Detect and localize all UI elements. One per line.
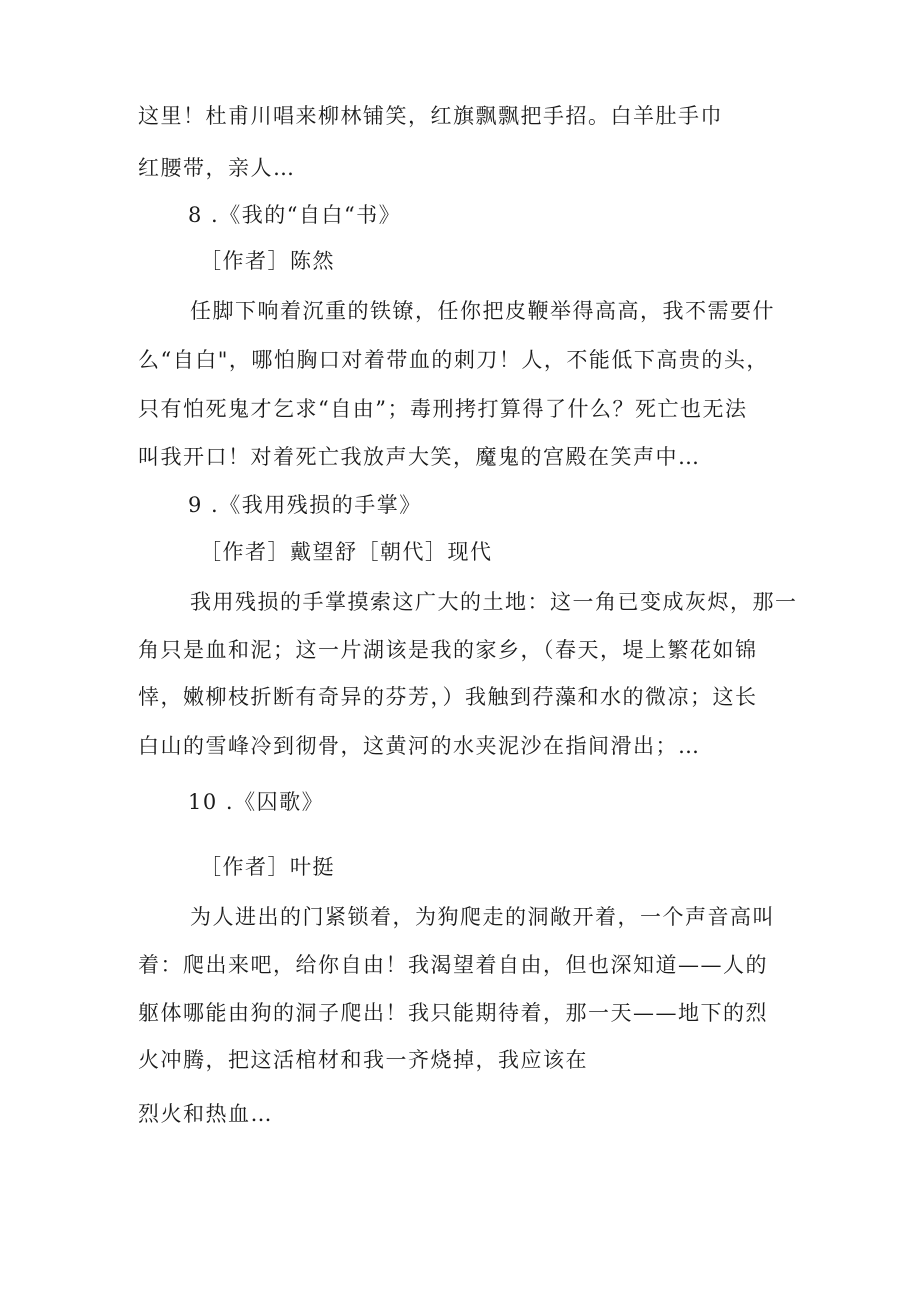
poem-9-text-line-2: 角只是血和泥；这一片湖该是我的家乡，（春天，堤上繁花如锦 xyxy=(138,638,758,662)
poem-8-title: 8 .《我的“自白“书》 xyxy=(188,203,402,227)
poem-10-text-line-4: 火冲腾，把这活棺材和我一齐烧掉，我应该在 xyxy=(138,1048,588,1072)
poem-8-text-line-3: 只有怕死鬼才乞求“自由”；毒刑拷打算得了什么？死亡也无法 xyxy=(138,397,748,421)
poem-8-text-line-1: 任脚下响着沉重的铁镣，任你把皮鞭举得高高，我不需要什 xyxy=(190,299,775,323)
poem-10-text-line-1: 为人进出的门紧锁着，为狗爬走的洞敞开着，一个声音高叫 xyxy=(190,905,775,929)
poem-10-title: 10 .《囚歌》 xyxy=(188,790,325,814)
poem-7-text-line-1: 这里！杜甫川唱来柳林铺笑，红旗飘飘把手招。白羊肚手巾 xyxy=(138,104,723,128)
poem-9-title: 9 .《我用残损的手掌》 xyxy=(188,493,422,517)
poem-10-text-line-2: 着：爬出来吧，给你自由！我渴望着自由，但也深知道——人的 xyxy=(138,953,768,977)
poem-10-author: ［作者］叶挺 xyxy=(200,855,335,879)
poem-9-text-line-4: 白山的雪峰冷到彻骨，这黄河的水夹泥沙在指间滑出；… xyxy=(138,734,701,758)
poem-9-text-line-3: 悻，嫩柳枝折断有奇异的芬芳，）我触到荇藻和水的微凉；这长 xyxy=(138,685,758,709)
poem-10-text-line-3: 躯体哪能由狗的洞子爬出！我只能期待着，那一天——地下的烈 xyxy=(138,1001,768,1025)
poem-7-text-line-2: 红腰带，亲人… xyxy=(138,156,296,180)
poem-8-text-line-4: 叫我开口！对着死亡我放声大笑，魔鬼的宫殿在笑声中… xyxy=(138,445,701,469)
poem-9-text-line-1: 我用残损的手掌摸索这广大的土地：这一角已变成灰烬，那一 xyxy=(190,590,798,614)
poem-10-text-line-5: 烈火和热血… xyxy=(138,1102,273,1126)
poem-8-author: ［作者］陈然 xyxy=(200,249,335,273)
poem-9-author: ［作者］戴望舒［朝代］现代 xyxy=(200,540,493,564)
poem-8-text-line-2: 么“自白"，哪怕胸口对着带血的刺刀！人，不能低下高贵的头， xyxy=(138,348,769,372)
